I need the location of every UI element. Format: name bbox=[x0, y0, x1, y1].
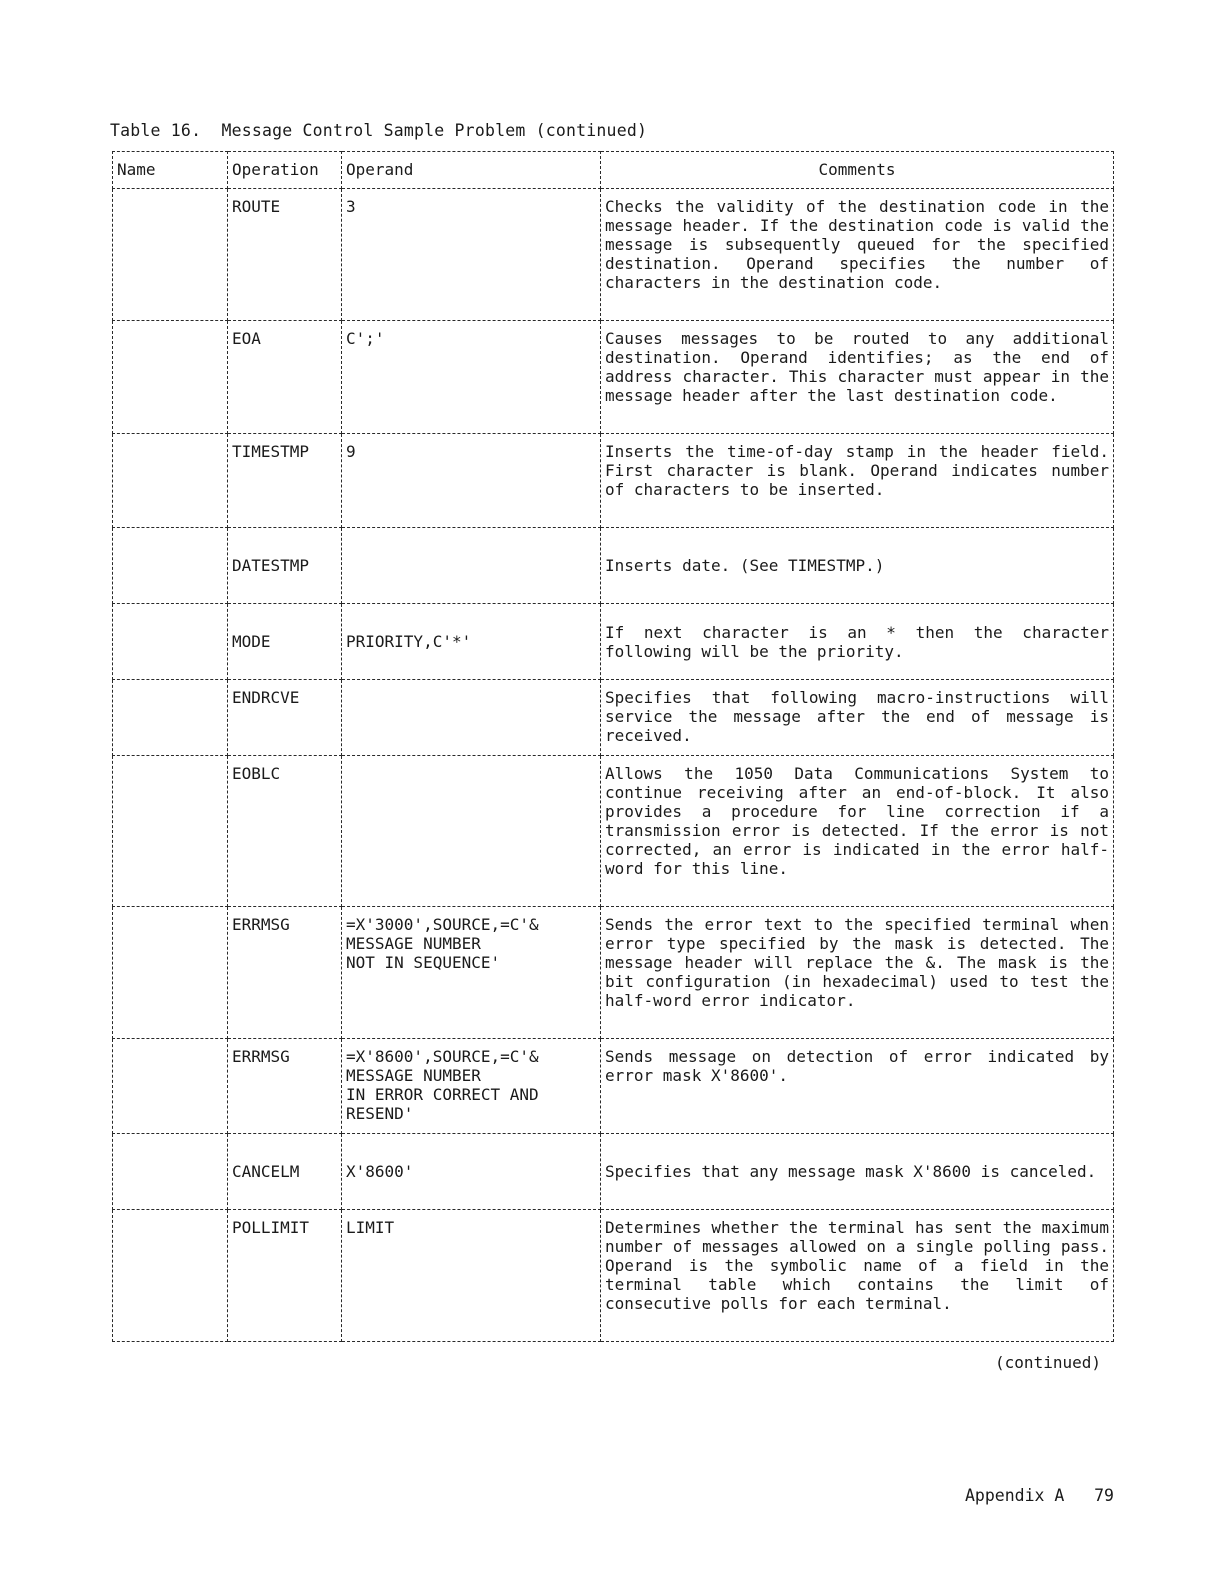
cell-operation: ERRMSG bbox=[228, 1039, 342, 1134]
column-header-name: Name bbox=[113, 152, 228, 189]
cell-operation: ROUTE bbox=[228, 189, 342, 321]
cell-operation: MODE bbox=[228, 604, 342, 680]
column-header-comments: Comments bbox=[601, 152, 1114, 189]
table-row bbox=[113, 680, 1114, 756]
cell-operation: CANCELM bbox=[228, 1134, 342, 1210]
cell-name bbox=[113, 321, 228, 434]
cell-operand: 3 bbox=[342, 189, 601, 321]
cell-comments: Inserts date. (See TIMESTMP.) bbox=[601, 528, 1114, 604]
cell-comments: Checks the validity of the destination code in the message header. If the destination code is valid the message is subsequently queued for the specified destination. Operand specifies the number of characters in the destination code. bbox=[601, 189, 1114, 321]
column-header-operation: Operation bbox=[228, 152, 342, 189]
cell-operand: 9 bbox=[342, 434, 601, 528]
cell-name bbox=[113, 756, 228, 907]
cell-name bbox=[113, 434, 228, 528]
table-row bbox=[113, 1134, 1114, 1210]
cell-operand: PRIORITY,C'*' bbox=[342, 604, 601, 680]
cell-operand: X'8600' bbox=[342, 1134, 601, 1210]
cell-operand bbox=[342, 528, 601, 604]
cell-operation: EOBLC bbox=[228, 756, 342, 907]
table-row bbox=[113, 189, 1114, 321]
cell-operation: EOA bbox=[228, 321, 342, 434]
cell-operand: LIMIT bbox=[342, 1210, 601, 1342]
page-footer: Appendix A 79 bbox=[964, 1486, 1114, 1505]
cell-comments: Determines whether the terminal has sent the maximum number of messages allowed on a single polling pass. Operand is the symbolic name of a field in the terminal table which contains the limit of consecutive polls for each terminal. bbox=[601, 1210, 1114, 1342]
cell-operand: =X'3000',SOURCE,=C'& MESSAGE NUMBER NOT IN SEQUENCE' bbox=[342, 907, 601, 1039]
cell-name bbox=[113, 604, 228, 680]
cell-comments: Specifies that following macro-instructions will service the message after the end of message is received. bbox=[601, 680, 1114, 756]
cell-operation: TIMESTMP bbox=[228, 434, 342, 528]
cell-comments: Allows the 1050 Data Communications System to continue receiving after an end-of-block. It also provides a procedure for line correction if a transmission error is detected. If the error is not corrected, an error is indicated in the error half-word for this line. bbox=[601, 756, 1114, 907]
table-row bbox=[113, 528, 1114, 604]
table-row bbox=[113, 604, 1114, 680]
message-control-table bbox=[112, 151, 1114, 1342]
cell-operand: =X'8600',SOURCE,=C'& MESSAGE NUMBER IN ERROR CORRECT AND RESEND' bbox=[342, 1039, 601, 1134]
cell-comments: Sends message on detection of error indicated by error mask X'8600'. bbox=[601, 1039, 1114, 1134]
cell-name bbox=[113, 907, 228, 1039]
cell-operation: DATESTMP bbox=[228, 528, 342, 604]
cell-operation: POLLIMIT bbox=[228, 1210, 342, 1342]
cell-operation: ERRMSG bbox=[228, 907, 342, 1039]
cell-name bbox=[113, 1210, 228, 1342]
cell-name bbox=[113, 680, 228, 756]
table-header-row bbox=[113, 152, 1114, 189]
cell-operand bbox=[342, 680, 601, 756]
table-row bbox=[113, 756, 1114, 907]
cell-comments: Sends the error text to the specified terminal when error type specified by the mask is detected. The message header will replace the &. The mask is the bit configuration (in hexadecimal) used to test the half-word error indicator. bbox=[601, 907, 1114, 1039]
cell-name bbox=[113, 1039, 228, 1134]
table-row bbox=[113, 1210, 1114, 1342]
cell-comments: If next character is an * then the character following will be the priority. bbox=[601, 604, 1114, 680]
cell-comments: Causes messages to be routed to any additional destination. Operand identifies; as the end of address character. This character must appear in the message header after the last destination code. bbox=[601, 321, 1114, 434]
cell-operand bbox=[342, 756, 601, 907]
cell-operation: ENDRCVE bbox=[228, 680, 342, 756]
table-row bbox=[113, 907, 1114, 1039]
cell-comments: Specifies that any message mask X'8600 is canceled. bbox=[601, 1134, 1114, 1210]
table-caption: Table 16. Message Control Sample Problem (continued) bbox=[110, 121, 648, 140]
cell-name bbox=[113, 189, 228, 321]
continued-note: (continued) bbox=[995, 1353, 1101, 1372]
cell-operand: C';' bbox=[342, 321, 601, 434]
table-row bbox=[113, 434, 1114, 528]
cell-name bbox=[113, 528, 228, 604]
cell-name bbox=[113, 1134, 228, 1210]
column-header-operand: Operand bbox=[342, 152, 601, 189]
table-row bbox=[113, 1039, 1114, 1134]
table-row bbox=[113, 321, 1114, 434]
cell-comments: Inserts the time-of-day stamp in the header field. First character is blank. Operand indicates number of characters to be inserted. bbox=[601, 434, 1114, 528]
